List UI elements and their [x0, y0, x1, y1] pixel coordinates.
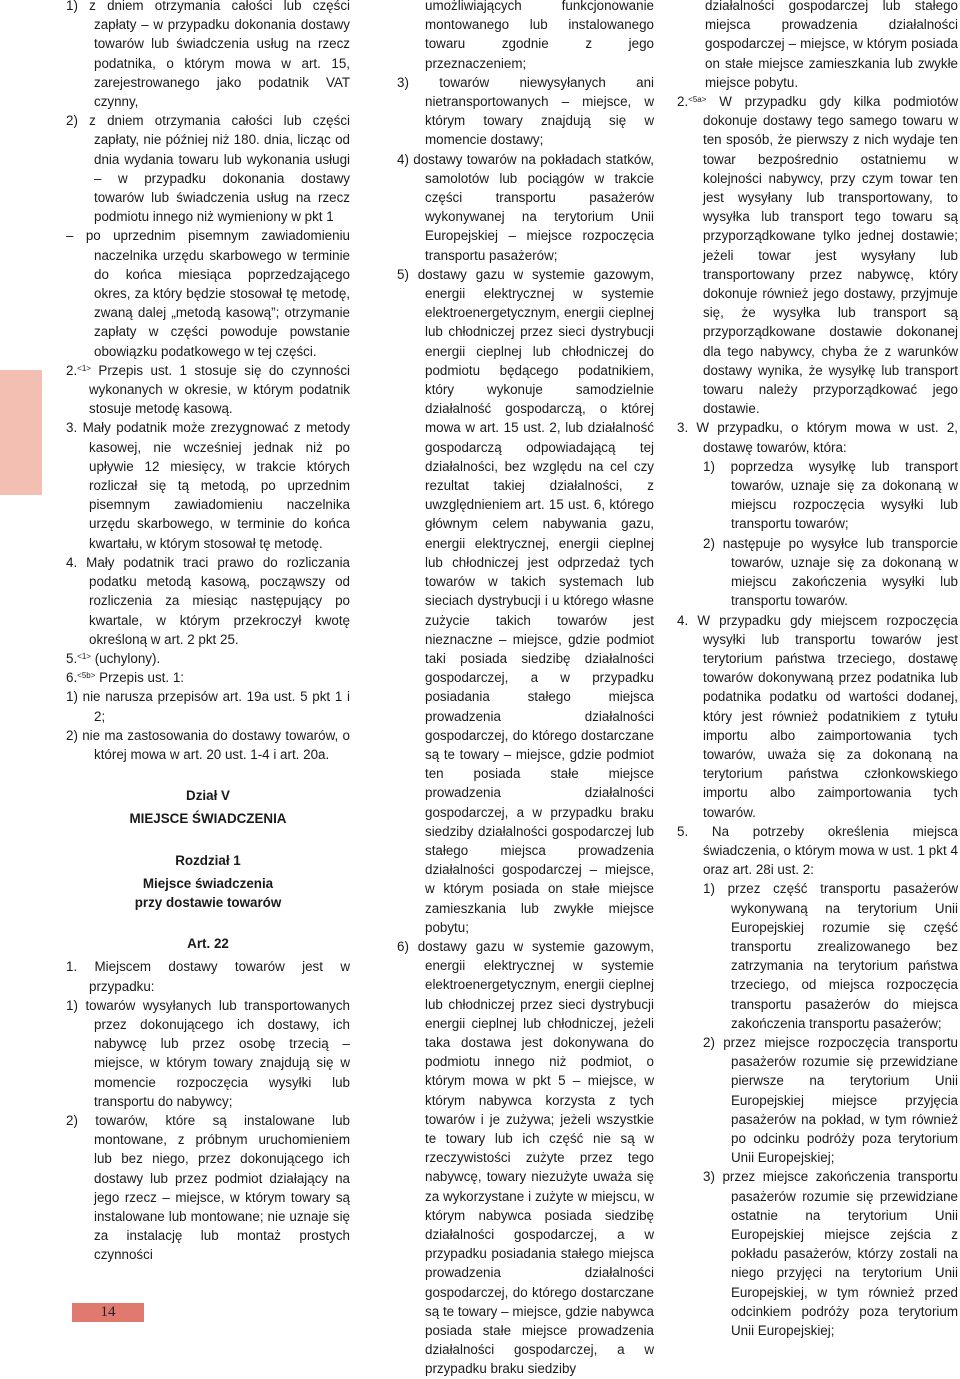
col1-ust-2: 2.$^{<1>}$ Przepis ust. 1 stosuje się do czynności wykonanych w okresie, w którym podatnik stosuje metodę kasową. — [66, 362, 350, 417]
col1-item-1: 1) z dniem otrzymania całości lub części zapłaty – w przypadku dokonania dostawy towarów lub świadczenia usług na rzecz podatnika, o którym mowa w art. 15, zarejestrowanego jako podatnik VAT czynny, — [66, 0, 350, 110]
col3-continuation: działalności gospodarczej lub stałego miejsca prowadzenia działalności gospodarczej – miejsce, w którym posiada on stałe miejsce zamieszkania lub zwykłe miejsce pobytu. — [705, 0, 958, 90]
col3-ust3-item-1: 1) poprzedza wysyłkę lub transport towarów, uznaje się za dokonaną w miejscu rozpoczęcia wysyłki lub transportu towarów; — [703, 458, 958, 532]
col3-ust-5: 5. Na potrzeby określenia miejsca świadczenia, o którym mowa w ust. 1 pkt 4 oraz art. 28i ust. 2: — [677, 823, 958, 878]
col2-item-4: 4) dostawy towarów na pokładach statków, samolotów lub pociągów w trakcie części transportu pasażerów wykonywanej na terytorium Unii Europejskiej – miejsce rozpoczęcia transportu pasażerów; — [397, 151, 654, 263]
col1-ust-4: 4. Mały podatnik traci prawo do rozliczania podatku metodą kasową, począwszy od rozliczenia za miesiąc następujący po kwartale, w którym przekroczył kwotę określoną w art. 2 pkt 25. — [66, 554, 350, 647]
col3-ust5-item-3: 3) przez miejsce zakończenia transportu pasażerów rozumie się przewidziane ostatnie na terytorium Unii Europejskiej miejsce zejścia z pokładu pasażerów, którzy zostali na niego przyjęci na terytorium Unii Europejskiej, w tym również przed odcinkiem podróży poza terytorium Unii Europejskiej; — [703, 1169, 958, 1339]
article-item-2: 2) towarów, które są instalowane lub montowane, z próbnym uruchomieniem lub bez niego, przez dokonującego ich dostawy lub przez podmiot działający na jego rzecz – miejsce, w którym towary są instalowane lub montowane; nie uznaje się za instalację lub montaż prostych czynności — [66, 1112, 350, 1263]
col2-item-6: 6) dostawy gazu w systemie gazowym, energii elektrycznej w systemie elektroenergetycznym, energii cieplnej lub chłodniczej przez sieci dystrybucji energii cieplnej lub chłodniczej, jeżeli taka dostawa jest dokonywana do podmiotu innego niż podmiot, o którym mowa w pkt 5 – miejsce, w którym nabywca korzysta z tych towarów i je zużywa; jeżeli wszystkie te towary lub ich część nie są w rzeczywistości zużyte przez tego nabywcę, towary niezużyte uważa się za wykorzystane i zużyte w miejscu, w którym nabywca posiada siedzibę działalności gospodarczej, a w przypadku posiadania stałego miejsca prowadzenia działalności gospodarczej, do którego dostarczane są te towary – miejsce, gdzie nabywca posiada stałe miejsce prowadzenia działalności gospodarczej, a w przypadku braku siedziby — [397, 938, 654, 1377]
article-ust-1: 1. Miejscem dostawy towarów jest w przypadku: — [66, 959, 350, 994]
col1-item-2: 2) z dniem otrzymania całości lub części zapłaty, nie później niż 180. dnia, licząc od dnia wydania towaru lub wykonania usługi – w przypadku dokonania dostawy towarów lub świadczenia usług na rzecz podmiotu innego niż wymieniony w pkt 1 — [66, 113, 350, 225]
article-item-1: 1) towarów wysyłanych lub transportowanych przez dokonującego ich dostawy, ich nabywcę lub przez osobę trzecią – miejsce, w którym towary znajdują się w momencie rozpoczęcia wysyłki lub transportu do nabywcy; — [66, 997, 350, 1109]
col1-dash-paragraph: – po uprzednim pisemnym zawiadomieniu naczelnika urzędu skarbowego w terminie do końca miesiąca poprzedzającego okres, za który będzie stosował tę metodę, zwaną dalej „metodą kasową”; otrzymanie zapłaty w części powoduje powstanie obowiązku podatkowego w tej części. — [66, 228, 350, 359]
col2-continuation: umożliwiających funkcjonowanie montowanego lub instalowanego towaru zgodnie z jego przeznaczeniem; — [425, 0, 654, 71]
column-1 — [66, 0, 350, 1265]
division-title: MIEJSCE ŚWIADCZENIA — [129, 811, 287, 827]
col1-ust-3: 3. Mały podatnik może zrezygnować z metody kasowej, nie wcześniej jednak niż po upływie 12 miesięcy, w trakcie których rozliczał się tą metodą, po uprzednim pisemnym zawiadomieniu naczelnika urzędu skarbowego, w terminie do końca kwartału, w którym stosował tę metodę. — [66, 420, 350, 551]
chapter-title-line-1: Miejsce świadczenia — [142, 875, 274, 891]
page-number: 14 — [72, 1303, 144, 1322]
col3-ust5-item-2: 2) przez miejsce rozpoczęcia transportu pasażerów rozumie się przewidziane pierwsze na terytorium Unii Europejskiej miejsce przyjęcia pasażerów na pokład, w tym również po odcinku podróży poza terytorium Unii Europejskiej; — [703, 1034, 958, 1166]
col2-item-3: 3) towarów niewysyłanych ani nietransportowanych – miejsce, w którym towary znajdują się w momencie dostawy; — [397, 74, 654, 148]
chapter-heading: Rozdział 1 — [175, 852, 241, 868]
column-2 — [397, 0, 654, 1379]
col1-ust-5: 5.$^{<1>}$ (uchylony). — [66, 650, 161, 666]
col3-ust-3: 3. W przypadku, o którym mowa w ust. 2, dostawę towarów, która: — [677, 420, 958, 455]
col1-ust6-item-1: 1) nie narusza przepisów art. 19a ust. 5 pkt 1 i 2; — [66, 689, 350, 724]
col3-ust3-item-2: 2) następuje po wysyłce lub transporcie towarów, uznaje się za dokonaną w miejscu zakończenia wysyłki lub transportu towarów. — [703, 535, 958, 609]
col2-item-5: 5) dostawy gazu w systemie gazowym, energii elektrycznej w systemie elektroenergetycznym, energii cieplnej lub chłodniczej przez sieci dystrybucji energii cieplnej lub chłodniczej do podmiotu będącego podatnikiem, który wykonuje samodzielnie działalność gospodarczą, o której mowa w art. 15 ust. 2, lub działalność gospodarczą odpowiadającą tej działalności, bez względu na cel czy rezultat takiej działalności, z uwzględnieniem art. 15 ust. 6, którego głównym celem nabywania gazu, energii elektrycznej, energii cieplnej lub chłodniczej jest odprzedaż tych towarów w takich systemach lub sieciach dystrybucji i u którego własne zużycie takich towarów jest nieznaczne – miejsce, gdzie podmiot taki posiada siedzibę działalności gospodarczej, a w przypadku posiadania stałego miejsca prowadzenia działalności gospodarczej, do którego dostarczane są te towary – miejsce, gdzie podmiot ten posiada stałe miejsce prowadzenia działalności gospodarczej, a w przypadku braku siedziby działalności gospodarczej lub stałego miejsca prowadzenia działalności gospodarczej – miejsce, w którym posiada on stałe miejsce zamieszkania lub zwykłe miejsce pobytu; — [397, 266, 654, 935]
article-heading: Art. 22 — [187, 936, 229, 952]
col3-ust5-item-1: 1) przez część transportu pasażerów wykonywaną na terytorium Unii Europejskiej rozumie się część transportu zrealizowanego bez zatrzymania na terytorium państwa trzeciego, od miejsca rozpoczęcia transportu pasażerów do miejsca zakończenia transportu pasażerów; — [703, 881, 958, 1031]
column-3 — [677, 0, 958, 1340]
side-tab-marker — [0, 370, 42, 495]
col3-ust-4: 4. W przypadku gdy miejscem rozpoczęcia wysyłki lub transportu towarów jest terytorium państwa trzeciego, dostawę towarów dokonywaną przez podatnika lub podatnika podatku od wartości dodanej, który jest również podatnikiem z tytułu importu albo zaimportowania tych towarów, uważa się za dokonaną na terytorium państwa członkowskiego importu albo zaimportowania tych towarów. — [677, 612, 958, 820]
chapter-title-line-2: przy dostawie towarów — [134, 894, 282, 910]
division-heading: Dział V — [186, 788, 230, 804]
col1-ust6-item-2: 2) nie ma zastosowania do dostawy towarów, o której mowa w art. 20 ust. 1-4 i art. 20a. — [66, 727, 350, 762]
col1-ust-6: 6.$^{<5b>}$ Przepis ust. 1: — [66, 670, 184, 686]
col3-ust-2: 2.$^{<5a>}$ W przypadku gdy kilka podmiotów dokonuje dostawy tego samego towaru w ten sposób, że pierwszy z nich wydaje ten towar bezpośrednio ostatniemu w kolejności nabywcy, przy czym towar ten jest wysyłany lub transportowany, to wysyłka lub transport tego towaru są przyporządkowane tylko jednej dostawie; jeżeli towar jest wysyłany lub transportowany przez nabywcę, który dokonuje również jego dostawy, przyjmuje się, że wysyłka lub transport są przyporządkowane dostawie dokonanej dla tego nabywcy, chyba że z warunków dostawy wynika, że wysyłkę lub transport towaru należy przyporządkować jego dostawie. — [677, 94, 958, 417]
